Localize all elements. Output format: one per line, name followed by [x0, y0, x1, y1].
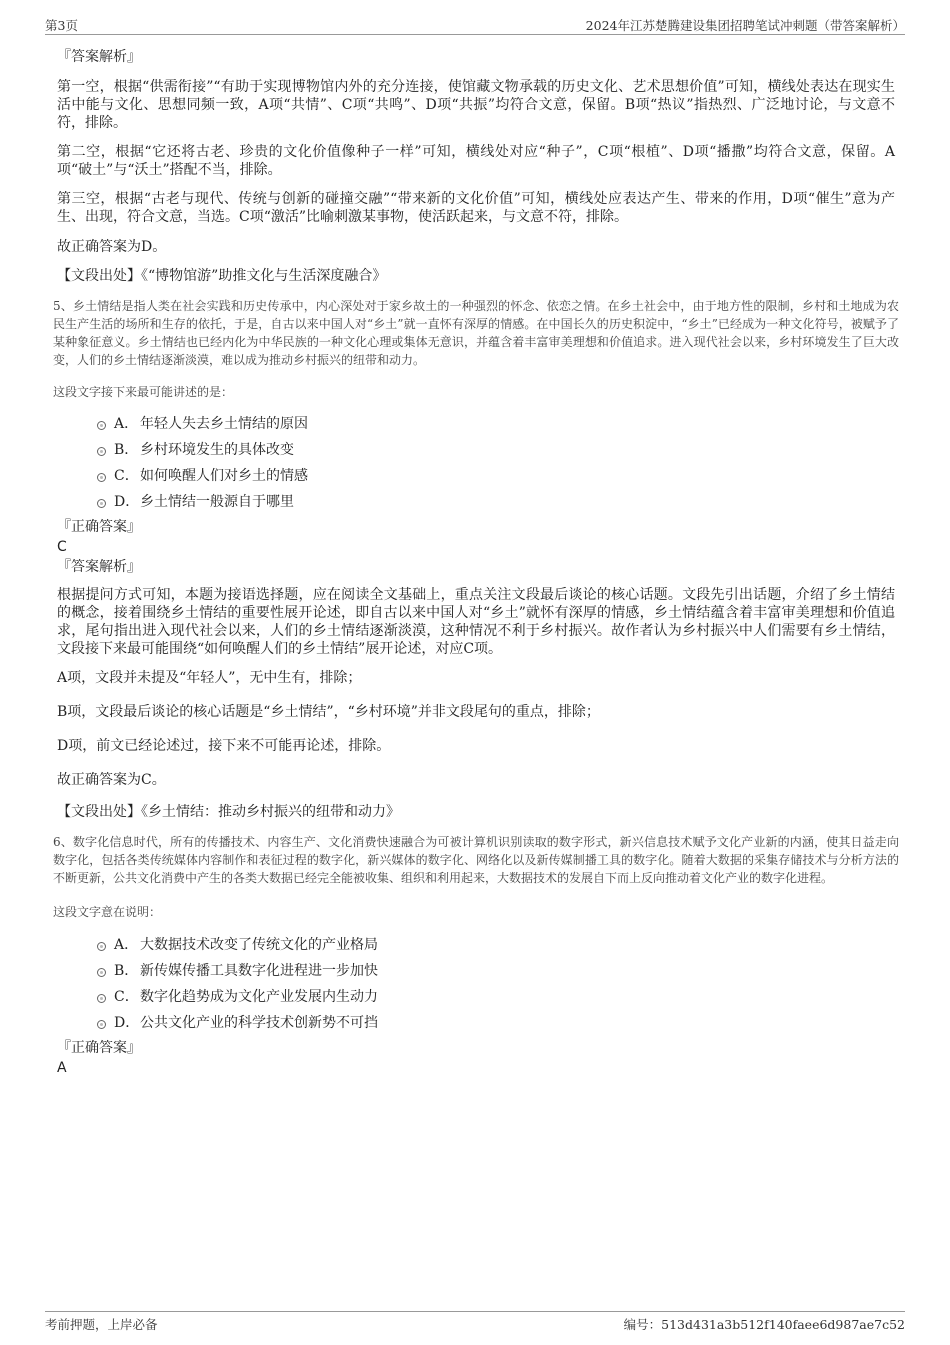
page-content: [53, 47, 899, 1078]
analysis-conclusion: 故正确答案为D。: [57, 239, 167, 255]
radio-button[interactable]: [97, 968, 106, 977]
radio-button[interactable]: [97, 942, 106, 951]
radio-button[interactable]: [97, 994, 106, 1003]
correct-answer: A: [57, 1060, 67, 1076]
option-b[interactable]: B． 乡村环境发生的具体改变: [57, 439, 895, 465]
analysis-paragraph: B项，文段最后谈论的核心话题是“乡土情结”，“乡村环境”并非文段尾句的重点，排除；: [57, 704, 600, 720]
radio-button[interactable]: [97, 421, 106, 430]
analysis-conclusion: 故正确答案为C。: [57, 772, 166, 788]
correct-answer: C: [57, 539, 67, 555]
document-title: 2024年江苏楚腾建设集团招聘笔试冲刺题（带答案解析）: [585, 18, 905, 33]
page-footer: [45, 1311, 905, 1336]
radio-button[interactable]: [97, 1020, 106, 1029]
option-c[interactable]: C．如何唤醒人们对乡土的情感: [57, 465, 895, 491]
document-id: 编号：513d431a3b512f140faee6d987ae7c52: [623, 1317, 905, 1332]
question-6-prompt: 这段文字意在说明：: [53, 905, 162, 919]
source-citation: 【文段出处】《“博物馆游”助推文化与生活深度融合》: [57, 268, 387, 284]
radio-button[interactable]: [97, 499, 106, 508]
analysis-paragraph: 第二空，根据“它还将古老、珍贵的文化价值像种子一样”可知，横线处对应“种子”，C项“根植”、D项“播撒”均符合文意，保留。A项“破土”与“沃土”搭配不当，排除。: [57, 144, 895, 178]
question-5-options: [57, 413, 895, 517]
option-c[interactable]: C．数字化趋势成为文化产业发展内生动力: [57, 986, 895, 1012]
question-5-prompt: 这段文字接下来最可能讲述的是：: [53, 385, 234, 399]
answer-label: 『正确答案』: [57, 1040, 141, 1056]
analysis-label: 『答案解析』: [57, 49, 141, 65]
option-a[interactable]: A． 大数据技术改变了传统文化的产业格局: [57, 934, 895, 960]
radio-button[interactable]: [97, 447, 106, 456]
option-a[interactable]: A． 年轻人失去乡土情结的原因: [57, 413, 895, 439]
analysis-paragraph: A项，文段并未提及“年轻人”，无中生有，排除；: [57, 670, 362, 686]
question-6-text: 6、数字化信息时代，所有的传播技术、内容生产、文化消费快速融合为可被计算机识别读取的数字形式，新兴信息技术赋予文化产业新的内涵，使其日益走向数字化，包括各类传统媒体内容制作和表征过程的数字化，新兴媒体的数字化、网络化以及新传媒制播工具的数字化。随着大数据的采集存储技术与分析方法的不断更新，公共文化消费中产生的各类大数据已经完全能被收集、组织和利用起来，大数据技术的发展自下而上反向推动着文化产业的数字化进程。: [53, 835, 899, 885]
analysis-paragraph: 第三空，根据“古老与现代、传统与创新的碰撞交融”“带来新的文化价值”可知，横线处应表达产生、带来的作用，D项“催生”意为产生、出现，符合文意，当选。C项“激活”比喻刺激某事物，使活跃起来，与文意不符，排除。: [57, 191, 895, 225]
analysis-paragraph: 第一空，根据“供需衔接”“有助于实现博物馆内外的充分连接，使馆藏文物承载的历史文化、艺术思想价值”可知，横线处表达在现实生活中能与文化、思想同频一致，A项“共情”、C项“共鸣”、D项“共振”均符合文意，保留。B项“热议”指热烈、广泛地讨论，与文意不符，排除。: [57, 79, 895, 131]
radio-button[interactable]: [97, 473, 106, 482]
answer-label: 『正确答案』: [57, 519, 141, 535]
analysis-paragraph: 根据提问方式可知，本题为接语选择题，应在阅读全文基础上，重点关注文段最后谈论的核心话题。文段先引出话题，介绍了乡土情结的概念，接着围绕乡土情结的重要性展开论述，即自古以来中国人对“乡土”就怀有深厚的情感，乡土情结蕴含着丰富审美理想和价值追求，尾句指出进入现代社会以来，人们的乡土情结逐渐淡漠，这种情况不利于乡村振兴。故作者认为乡村振兴中人们需要有乡土情结，文段接下来最可能围绕“如何唤醒人们的乡土情结”展开论述，对应C项。: [57, 587, 895, 657]
analysis-paragraph: D项，前文已经论述过，接下来不可能再论述，排除。: [57, 738, 391, 754]
page-header: [45, 14, 905, 35]
footer-slogan: 考前押题，上岸必备: [45, 1317, 158, 1332]
option-d[interactable]: D．公共文化产业的科学技术创新势不可挡: [57, 1012, 895, 1038]
source-citation: 【文段出处】《乡土情结：推动乡村振兴的纽带和动力》: [57, 804, 400, 820]
question-6-options: [57, 934, 895, 1038]
analysis-label: 『答案解析』: [57, 559, 141, 575]
page-number: 第3页: [45, 18, 78, 33]
option-b[interactable]: B． 新传媒传播工具数字化进程进一步加快: [57, 960, 895, 986]
question-5-text: 5、乡土情结是指人类在社会实践和历史传承中，内心深处对于家乡故土的一种强烈的怀念、依恋之情。在乡土社会中，由于地方性的限制，乡村和土地成为农民生产生活的场所和生存的依托，于是，自古以来中国人对“乡土”就一直怀有深厚的情感。在中国长久的历史积淀中，“乡土”已经成为一种文化符号，被赋予了某种象征意义。乡土情结也已经内化为中华民族的一种文化心理或集体无意识，并蕴含着丰富审美理想和价值追求。进入现代社会以来，乡村环境发生了巨大改变，人们的乡土情结逐渐淡漠，难以成为推动乡村振兴的纽带和动力。: [53, 299, 899, 367]
option-d[interactable]: D．乡土情结一般源自于哪里: [57, 491, 895, 517]
